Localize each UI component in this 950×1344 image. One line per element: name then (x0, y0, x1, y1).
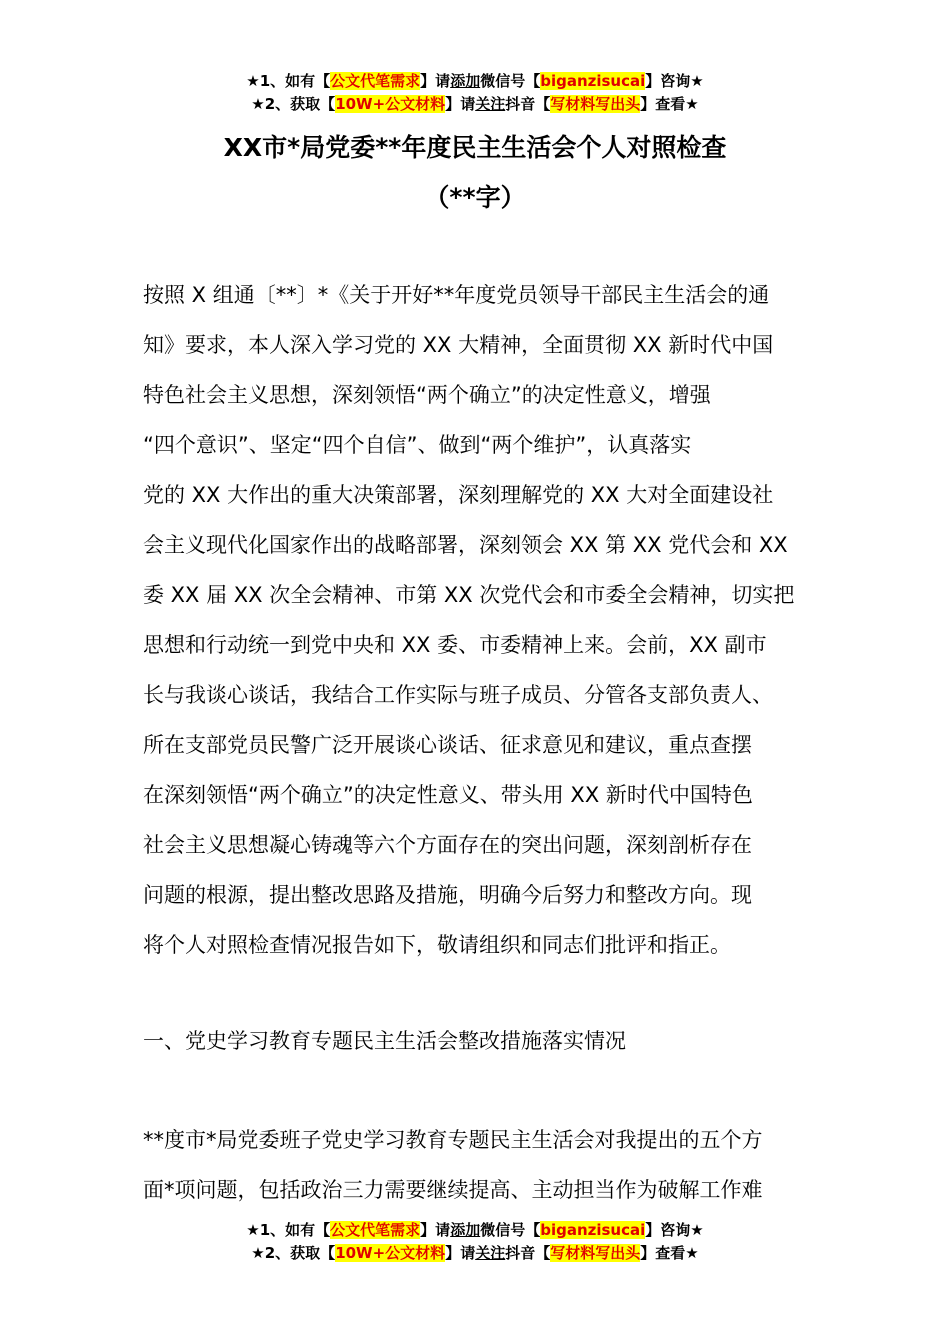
paragraph-line: 长与我谈心谈话，我结合工作实际与班子成员、分管各支部负责人、 (143, 683, 773, 707)
section-heading: 一、党史学习教育专题民主生活会整改措施落实情况 (143, 1029, 626, 1053)
banner-text: 】请 (445, 1244, 476, 1262)
banner-highlight: 10W+公文材料 (335, 1244, 446, 1262)
banner-highlight: 公文代笔需求 (330, 72, 421, 90)
banner-highlight: 写材料写出头 (550, 1244, 641, 1262)
paragraph-line: **度市*局党委班子党史学习教育专题民主生活会对我提出的五个方 (143, 1128, 763, 1152)
bottom-banner-line-1 (0, 1219, 950, 1241)
banner-text: 抖音【 (505, 1244, 551, 1262)
banner-highlight: 10W+公文材料 (335, 95, 446, 113)
banner-text: 】请 (445, 95, 476, 113)
banner-text: ★2、获取【 (251, 95, 336, 113)
paragraph-line: 面*项问题，包括政治三力需要继续提高、主动担当作为破解工作难 (143, 1178, 763, 1202)
banner-underlined: 添加 (450, 72, 481, 90)
banner-text: 微信号【 (480, 1221, 541, 1239)
paragraph-line: “四个意识”、坚定“四个自信”、做到“两个维护”，认真落实 (143, 433, 692, 457)
document-title: XX市*局党委**年度民主生活会个人对照检查 (223, 133, 727, 162)
banner-underlined: 关注 (475, 1244, 506, 1262)
top-banner-line-2 (0, 93, 950, 115)
paragraph-line: 按照 X 组通〔**〕*《关于开好**年度党员领导干部民主生活会的通 (143, 283, 770, 307)
paragraph-line: 会主义现代化国家作出的战略部署，深刻领会 XX 第 XX 党代会和 XX (143, 533, 788, 557)
banner-underlined: 关注 (475, 95, 506, 113)
paragraph-line: 知》要求，本人深入学习党的 XX 大精神，全面贯彻 XX 新时代中国 (143, 333, 774, 357)
top-banner-line-1 (0, 70, 950, 92)
banner-text: 微信号【 (480, 72, 541, 90)
banner-highlight: biganzisucai (540, 72, 646, 90)
paragraph-line: 委 XX 届 XX 次全会精神、市第 XX 次党代会和市委全会精神，切实把 (143, 583, 795, 607)
paragraph-line: 党的 XX 大作出的重大决策部署，深刻理解党的 XX 大对全面建设社 (143, 483, 774, 507)
paragraph-line: 所在支部党员民警广泛开展谈心谈话、征求意见和建议，重点查摆 (143, 733, 752, 757)
paragraph-line: 将个人对照检查情况报告如下，敬请组织和同志们批评和指正。 (143, 933, 731, 957)
banner-highlight: 写材料写出头 (550, 95, 641, 113)
paragraph-line: 社会主义思想凝心铸魂等六个方面存在的突出问题，深刻剖析存在 (143, 833, 752, 857)
bottom-banner-line-2 (0, 1242, 950, 1264)
paragraph-line: 思想和行动统一到党中央和 XX 委、市委精神上来。会前，XX 副市 (143, 633, 767, 657)
paragraph-line: 问题的根源，提出整改思路及措施，明确今后努力和整改方向。现 (143, 883, 752, 907)
paragraph-line: 在深刻领悟“两个确立”的决定性意义、带头用 XX 新时代中国特色 (143, 783, 753, 807)
document-subtitle: （**字） (424, 183, 526, 212)
banner-text: 】请 (420, 72, 451, 90)
banner-underlined: 添加 (450, 1221, 481, 1239)
paragraph-intro (143, 270, 823, 970)
banner-highlight: 公文代笔需求 (330, 1221, 421, 1239)
banner-highlight: biganzisucai (540, 1221, 646, 1239)
banner-text: 】查看★ (640, 95, 699, 113)
banner-text: 】请 (420, 1221, 451, 1239)
banner-text: ★1、如有【 (246, 72, 331, 90)
banner-text: 抖音【 (505, 95, 551, 113)
paragraph-line: 特色社会主义思想，深刻领悟“两个确立”的决定性意义，增强 (143, 383, 711, 407)
paragraph-section1 (143, 1115, 823, 1215)
banner-text: 】查看★ (640, 1244, 699, 1262)
banner-text: ★2、获取【 (251, 1244, 336, 1262)
banner-text: 】咨询★ (645, 72, 704, 90)
banner-text: ★1、如有【 (246, 1221, 331, 1239)
banner-text: 】咨询★ (645, 1221, 704, 1239)
